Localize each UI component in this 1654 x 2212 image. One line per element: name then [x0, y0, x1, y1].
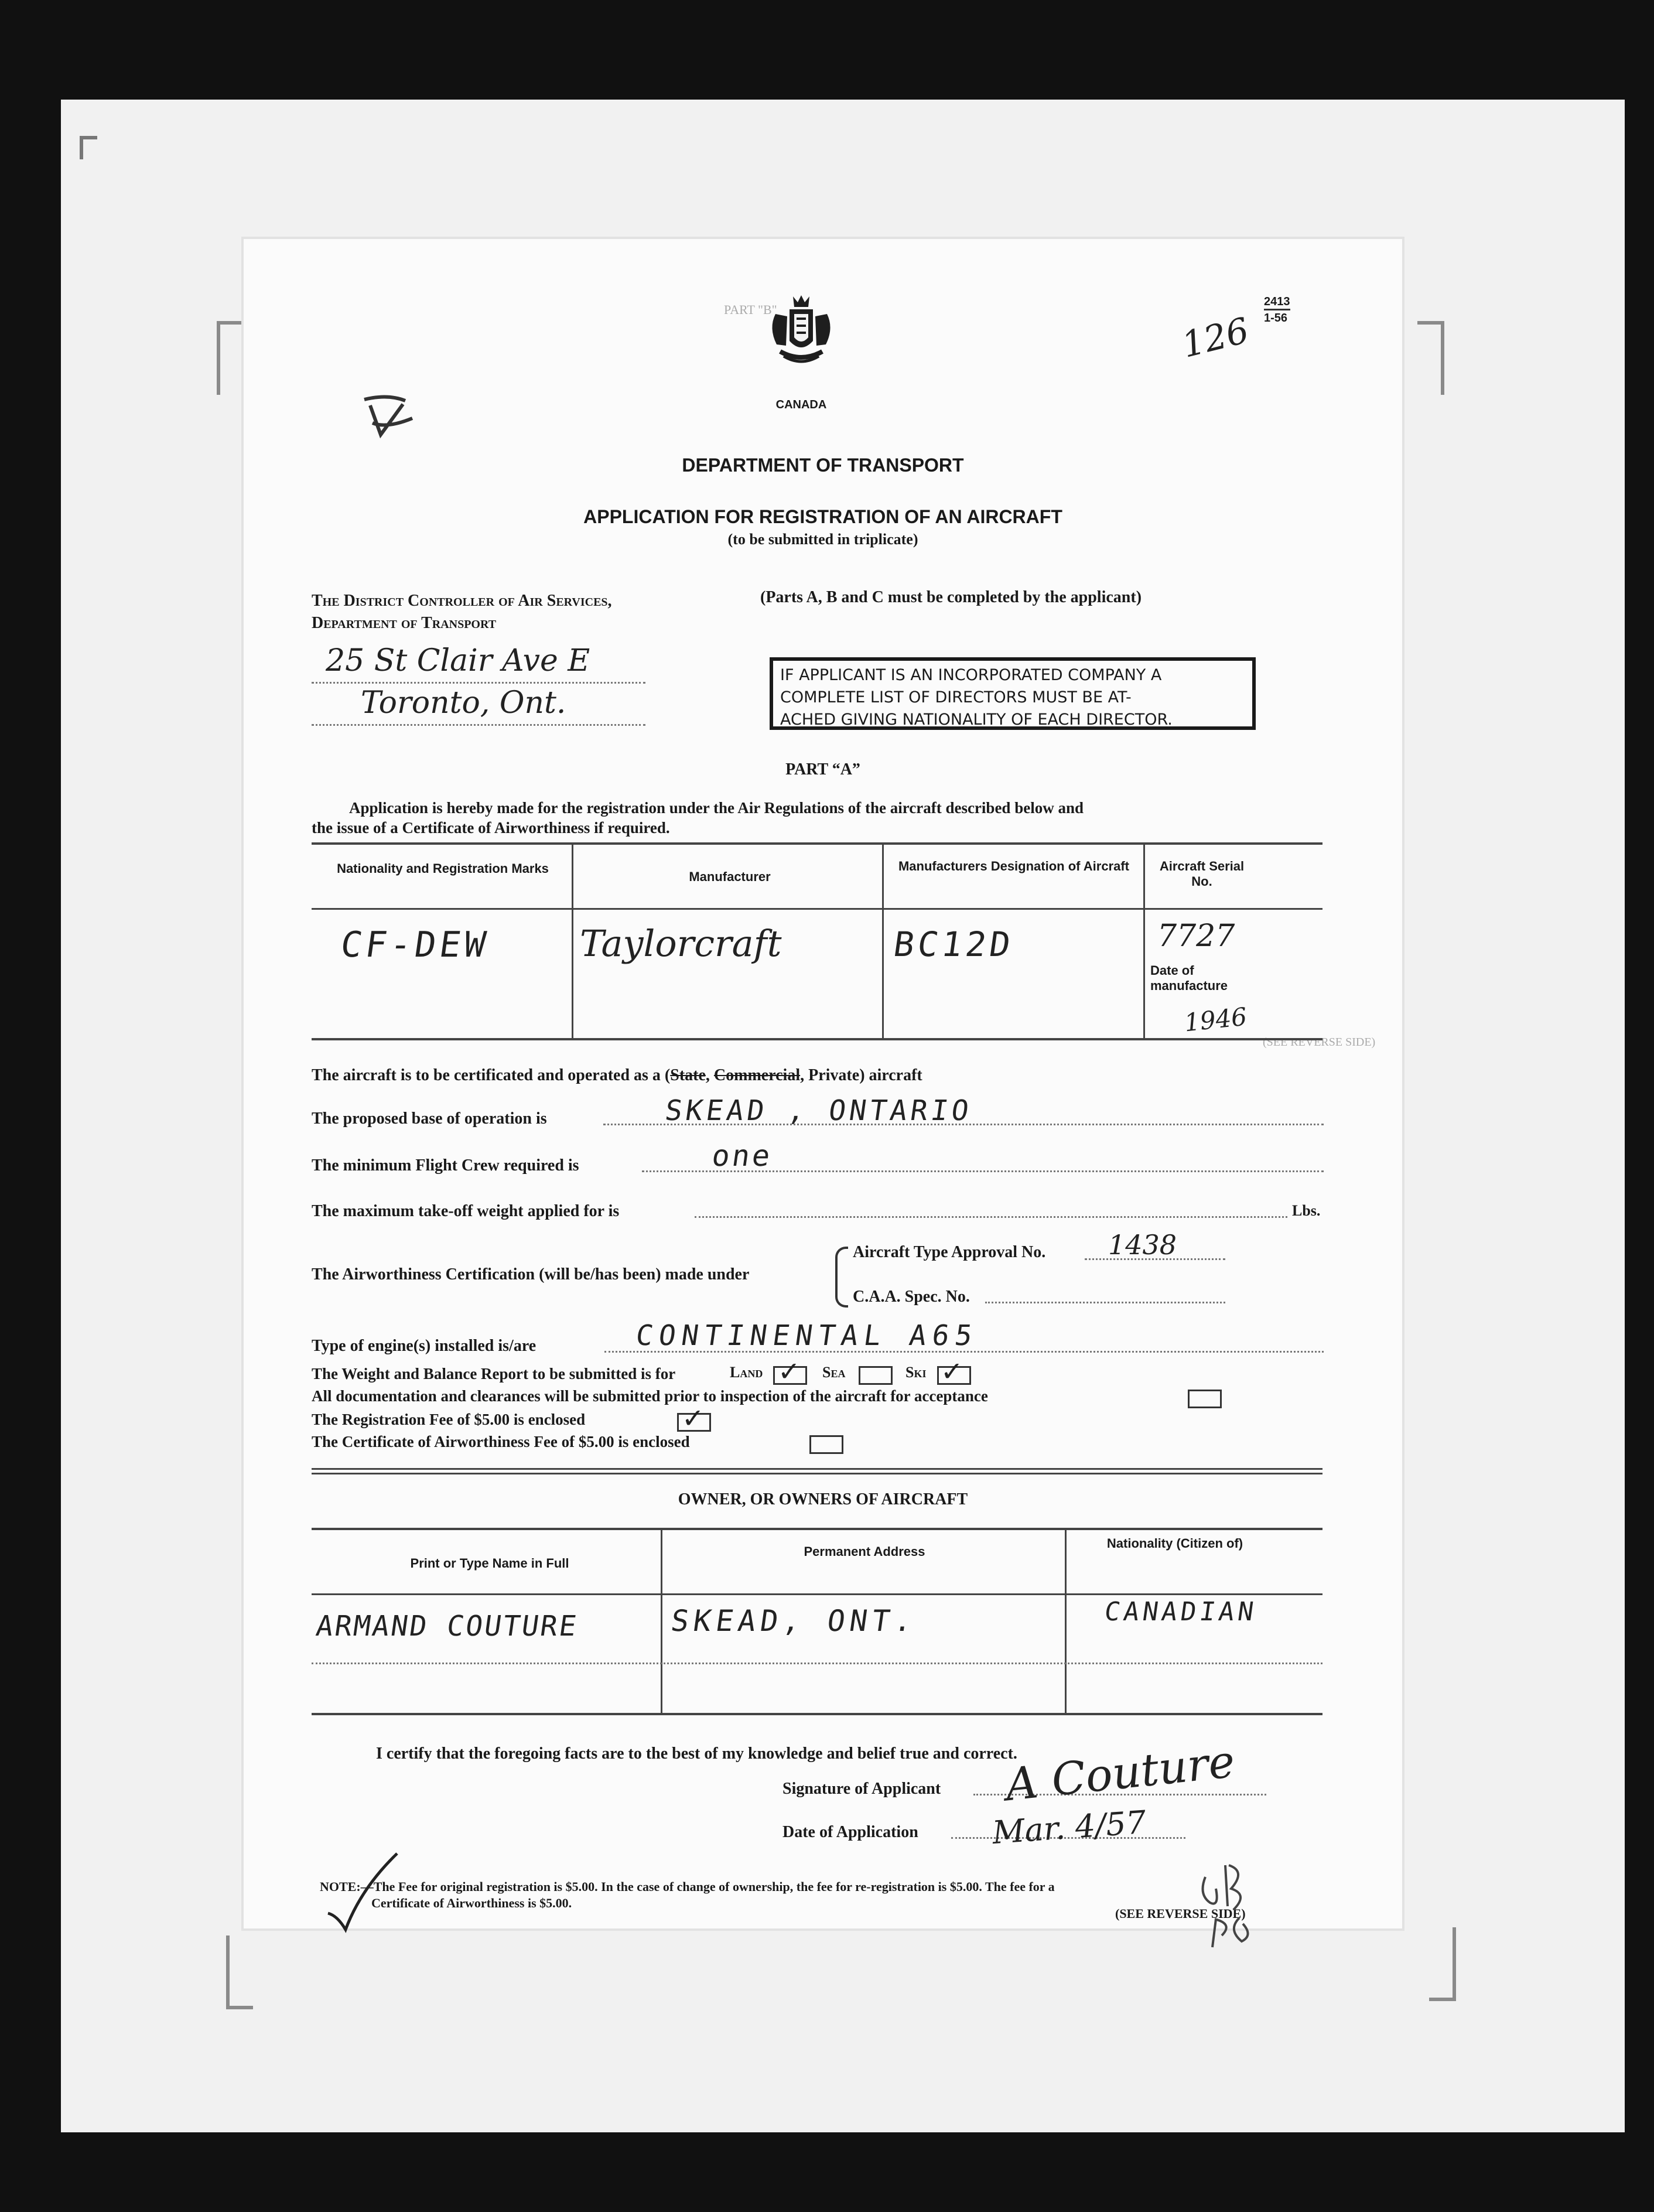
- registration-marks-value[interactable]: CF-DEW: [338, 924, 492, 965]
- margin-checkmark-icon: [320, 1848, 408, 1936]
- designation-value[interactable]: BC12D: [891, 924, 1017, 964]
- company-notice-box: [770, 657, 1256, 730]
- owners-table-rule: [312, 1528, 1322, 1530]
- land-checkmark-icon: ✓: [778, 1356, 801, 1387]
- company-notice-line: IF APPLICANT IS AN INCORPORATED COMPANY A: [780, 666, 1162, 684]
- engine-value[interactable]: CONTINENTAL A65: [634, 1319, 980, 1352]
- caa-spec-label: C.A.A. Spec. No.: [853, 1288, 970, 1306]
- owners-column-divider: [661, 1528, 662, 1713]
- company-notice-line: ACHED GIVING NATIONALITY OF EACH DIRECTOR.: [780, 711, 1173, 729]
- district-address-line-1[interactable]: 25 St Clair Ave E: [326, 643, 590, 678]
- brace-mark: [835, 1247, 848, 1308]
- airworthiness-fee-checkbox[interactable]: [809, 1435, 843, 1454]
- note-line-2: Certificate of Airworthiness is $5.00.: [371, 1896, 572, 1910]
- ski-label: Ski: [905, 1364, 927, 1381]
- certification-type-line: The aircraft is to be certificated and operated as a (State, Commercial, Private) aircraft: [312, 1066, 922, 1084]
- see-reverse-side: (SEE REVERSE SIDE): [1115, 1906, 1246, 1921]
- form-number: 2413: [1264, 295, 1290, 310]
- crop-mark-bottom-right: [1429, 1927, 1456, 2001]
- date-of-application-value[interactable]: Mar. 4/57: [991, 1803, 1147, 1852]
- crew-label: The minimum Flight Crew required is: [312, 1156, 579, 1175]
- edge-mark: [80, 136, 83, 159]
- caa-spec-rule[interactable]: [985, 1302, 1225, 1303]
- part-a-intro-line-2: the issue of a Certificate of Airworthiness if required.: [312, 819, 670, 837]
- fee-note: [320, 1879, 1055, 1894]
- bleed-through-text: (SEE REVERSE SIDE): [1263, 1036, 1376, 1049]
- arms-caption: CANADA: [775, 398, 827, 411]
- documentation-label: All documentation and clearances will be submitted prior to inspection of the aircraft for acceptance: [312, 1387, 988, 1405]
- note-label: NOTE:: [320, 1879, 361, 1894]
- weight-label: The maximum take-off weight applied for is: [312, 1202, 620, 1220]
- weight-line-rule[interactable]: [695, 1216, 1287, 1218]
- part-a-intro-line-1: Application is hereby made for the registration under the Air Regulations of the aircraft described below and: [349, 799, 1084, 817]
- parts-note: (Parts A, B and C must be completed by the applicant): [760, 588, 1142, 606]
- owners-header-name: Print or Type Name in Full: [410, 1556, 569, 1571]
- owners-header-address: Permanent Address: [804, 1544, 925, 1559]
- addressee-line-2: Department of Transport: [312, 614, 497, 632]
- type-approval-value[interactable]: 1438: [1108, 1229, 1177, 1261]
- engine-label: Type of engine(s) installed is/are: [312, 1337, 536, 1355]
- addressee-line-1: The District Controller of Air Services,: [312, 592, 612, 610]
- note-line-1: —The Fee for original registration is $5.00. In the case of change of ownership, the fee for re-registration is $5.00. The fee for a: [360, 1879, 1055, 1894]
- type-approval-label: Aircraft Type Approval No.: [853, 1243, 1046, 1261]
- handwritten-mark-icon: [358, 388, 423, 446]
- table-column-divider: [882, 842, 884, 1038]
- file-number: 126: [1178, 310, 1253, 366]
- owner-address-value[interactable]: SKEAD, ONT.: [668, 1604, 920, 1638]
- form-sheet: [244, 239, 1402, 1928]
- section-rule: [312, 1468, 1322, 1470]
- airworthiness-label: The Airworthiness Certification (will be/has been) made under: [312, 1265, 750, 1283]
- department-title: DEPARTMENT OF TRANSPORT: [682, 455, 964, 476]
- certify-statement: I certify that the foregoing facts are to the best of my knowledge and belief true and correct.: [376, 1745, 1017, 1763]
- form-revision: 1-56: [1264, 312, 1288, 325]
- header-designation: Manufacturers Designation of Aircraft: [898, 859, 1130, 873]
- crop-mark-top-right: [1417, 321, 1444, 395]
- owners-table-rule: [312, 1593, 1322, 1595]
- owner-nationality-value[interactable]: CANADIAN: [1102, 1597, 1259, 1627]
- table-rule: [312, 908, 1322, 910]
- coat-of-arms-icon: [766, 293, 836, 389]
- header-manufacturer: Manufacturer: [689, 869, 771, 884]
- weight-unit: Lbs.: [1292, 1202, 1321, 1219]
- district-address-line-2[interactable]: Toronto, Ont.: [361, 685, 566, 721]
- table-column-divider: [572, 842, 573, 1038]
- weight-balance-label: The Weight and Balance Report to be submitted is for: [312, 1365, 676, 1383]
- crew-value[interactable]: one: [709, 1139, 775, 1173]
- airworthiness-fee-label: The Certificate of Airworthiness Fee of $5.00 is enclosed: [312, 1433, 690, 1450]
- registration-fee-checkmark-icon: ✓: [682, 1402, 705, 1434]
- ski-checkmark-icon: ✓: [941, 1356, 963, 1387]
- crop-mark-top-left: [217, 321, 244, 395]
- sea-label: Sea: [822, 1364, 846, 1381]
- serial-number-value[interactable]: 7727: [1157, 919, 1235, 954]
- base-label: The proposed base of operation is: [312, 1110, 547, 1128]
- struck-commercial: Commercial: [713, 1066, 801, 1084]
- handwritten-initials-icon: [1192, 1853, 1269, 1953]
- owners-row-rule: [312, 1663, 1322, 1664]
- date-of-manufacture-value[interactable]: 1946: [1183, 1002, 1249, 1037]
- header-serial: Aircraft Serial No.: [1159, 859, 1245, 889]
- struck-state: State: [670, 1066, 706, 1084]
- certification-line-suffix: , Private) aircraft: [800, 1066, 922, 1084]
- header-marks: Nationality and Registration Marks: [337, 861, 549, 876]
- owners-heading: OWNER, OR OWNERS OF AIRCRAFT: [678, 1490, 968, 1508]
- table-column-divider: [1143, 842, 1145, 1038]
- manufacturer-value[interactable]: Taylorcraft: [580, 922, 782, 965]
- documentation-checkbox[interactable]: [1188, 1390, 1222, 1408]
- signature-label: Signature of Applicant: [782, 1780, 941, 1798]
- base-value[interactable]: SKEAD , ONTARIO: [663, 1094, 975, 1127]
- form-subtitle: (to be submitted in triplicate): [727, 531, 918, 548]
- crop-mark-bottom-left: [226, 1936, 253, 2009]
- land-label: Land: [730, 1364, 763, 1381]
- address-line-rule: [312, 724, 645, 726]
- address-line-rule: [312, 682, 645, 684]
- registration-fee-label: The Registration Fee of $5.00 is enclosed: [312, 1411, 586, 1428]
- owners-table-rule: [312, 1713, 1322, 1715]
- owner-name-value[interactable]: ARMAND COUTURE: [314, 1610, 580, 1643]
- table-rule: [312, 1038, 1322, 1040]
- sea-checkbox[interactable]: [859, 1366, 893, 1385]
- table-rule: [312, 842, 1322, 845]
- bleed-through-text: PART "B": [724, 302, 777, 317]
- section-rule: [312, 1473, 1322, 1474]
- header-date-of-manufacture: Date of manufacture: [1150, 963, 1228, 993]
- date-of-application-label: Date of Application: [782, 1823, 918, 1841]
- company-notice-line: COMPLETE LIST OF DIRECTORS MUST BE AT-: [780, 688, 1132, 706]
- certification-line-prefix: The aircraft is to be certificated and operated as a (: [312, 1066, 671, 1084]
- part-a-heading: PART “A”: [785, 760, 860, 779]
- form-title: APPLICATION FOR REGISTRATION OF AN AIRCRAFT: [583, 506, 1062, 527]
- applicant-signature-value[interactable]: A Couture: [1003, 1735, 1238, 1811]
- owners-header-nationality: Nationality (Citizen of): [1106, 1536, 1243, 1551]
- owners-column-divider: [1065, 1528, 1067, 1713]
